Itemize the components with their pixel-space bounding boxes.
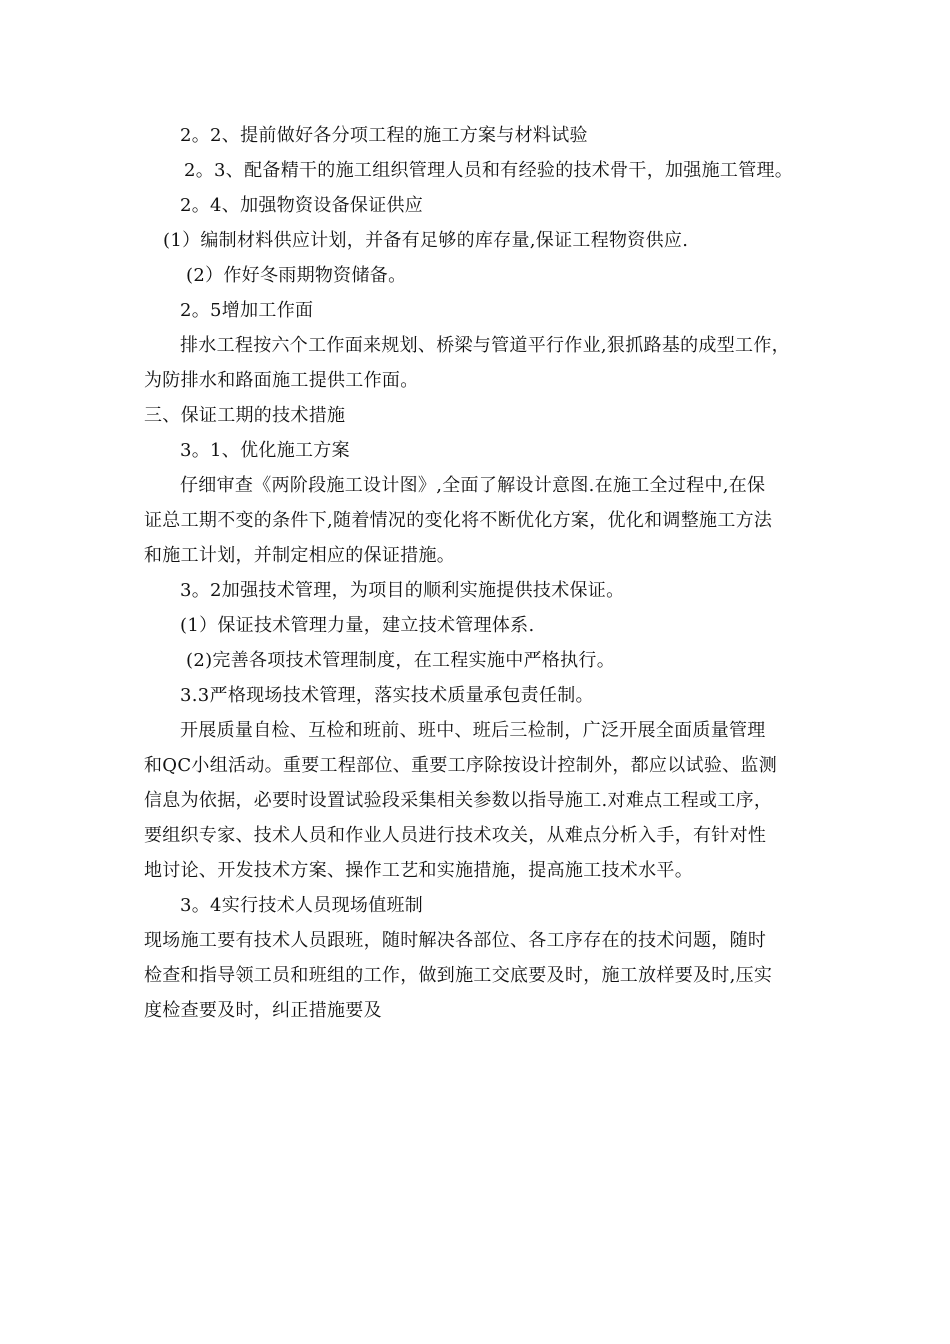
- text-line: 和施工计划，并制定相应的保证措施。: [144, 545, 456, 566]
- section-heading: 三、保证工期的技术措施: [144, 405, 346, 426]
- text-line: (2）作好冬雨期物资储备。: [186, 265, 407, 286]
- text-line: (1）保证技术管理力量，建立技术管理体系.: [180, 615, 535, 636]
- text-line: (2)完善各项技术管理制度，在工程实施中严格执行。: [186, 650, 615, 671]
- text-line: 2。4、加强物资设备保证供应: [180, 195, 424, 216]
- text-line: 现场施工要有技术人员跟班，随时解决各部位、各工序存在的技术问题，随时: [144, 930, 767, 951]
- text-line: 3。2加强技术管理，为项目的顺利实施提供技术保证。: [180, 580, 625, 601]
- text-line: 信息为依据，必要时设置试验段采集相关参数以指导施工.对难点工程或工序，: [144, 790, 773, 811]
- text-line: 地讨论、开发技术方案、操作工艺和实施措施，提高施工技术水平。: [144, 860, 693, 881]
- text-line: 3.3严格现场技术管理，落实技术质量承包责任制。: [180, 685, 594, 706]
- text-line: 3。1、优化施工方案: [180, 440, 350, 461]
- text-line: 证总工期不变的条件下,随着情况的变化将不断优化方案，优化和调整施工方法: [144, 510, 773, 531]
- text-line: (1）编制材料供应计划，并备有足够的库存量,保证工程物资供应.: [163, 230, 689, 251]
- text-line: 2。2、提前做好各分项工程的施工方案与材料试验: [180, 125, 588, 146]
- text-line: 和QC小组活动。重要工程部位、重要工序除按设计控制外，都应以试验、监测: [144, 755, 778, 776]
- text-line: 2。5增加工作面: [180, 300, 314, 321]
- text-line: 为防排水和路面施工提供工作面。: [144, 370, 419, 391]
- text-line: 要组织专家、技术人员和作业人员进行技术攻关，从难点分析入手，有针对性: [144, 825, 767, 846]
- text-line: 度检查要及时，纠正措施要及: [144, 1000, 382, 1021]
- text-line: 开展质量自检、互检和班前、班中、班后三检制，广泛开展全面质量管理: [180, 720, 766, 741]
- text-line: 仔细审查《两阶段施工设计图》,全面了解设计意图.在施工全过程中,在保: [180, 475, 766, 496]
- text-line: 排水工程按六个工作面来规划、桥梁与管道平行作业,狠抓路基的成型工作，: [180, 335, 790, 356]
- text-line: 3。4实行技术人员现场值班制: [180, 895, 424, 916]
- text-line: 2。3、配备精干的施工组织管理人员和有经验的技术骨干，加强施工管理。: [184, 160, 794, 181]
- text-line: 检查和指导领工员和班组的工作，做到施工交底要及时，施工放样要及时,压实: [144, 965, 773, 986]
